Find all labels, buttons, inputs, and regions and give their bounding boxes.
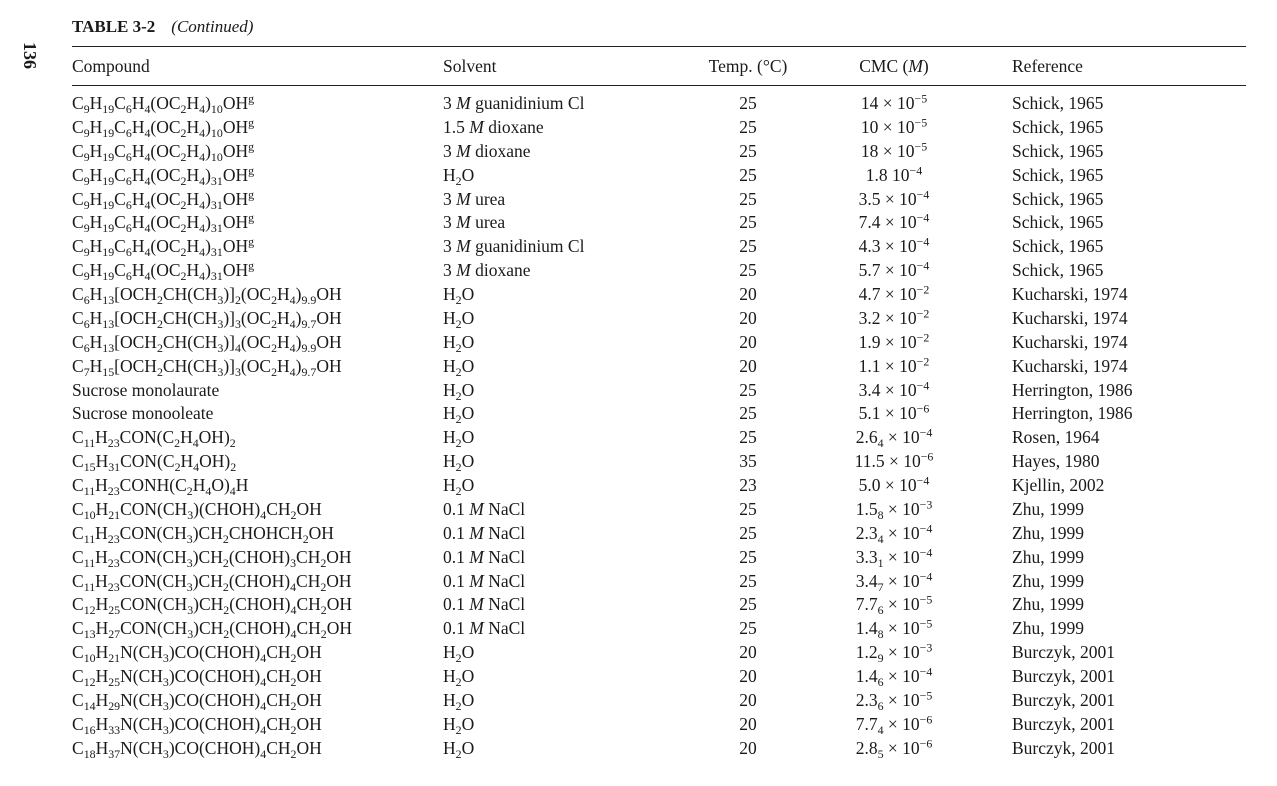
table-row: [0, 688, 1277, 712]
table-row: [0, 712, 1277, 736]
cell-cmc: $3.2 \times 10^{-2}$: [858, 306, 930, 328]
table-row: [0, 425, 1277, 449]
cell-cmc: $1.4_8 \times 10^{-5}$: [855, 616, 933, 642]
cell-solvent: $H_2O$: [443, 355, 475, 379]
cell-compound: $C_{13}H_{27}CON(CH_3)CH_2(CHOH)_4CH_2OH$: [72, 618, 352, 642]
table-row: [0, 664, 1277, 688]
cell-compound: $C_9H_{19}C_6H_4(OC_2H_4)_{31}OH^g$: [72, 234, 255, 260]
table-title: [72, 17, 253, 37]
cell-compound: $C_{11}H_{23}CON(CH_3)CH_2CHOHCH_2OH$: [72, 522, 334, 546]
cell-solvent: 3 M guanidinium Cl: [443, 236, 585, 257]
cell-cmc: $1.1 \times 10^{-2}$: [858, 354, 930, 376]
table-label: TABLE 3-2: [72, 17, 156, 36]
cell-reference: Rosen, 1964: [1012, 427, 1100, 448]
table-row: [0, 449, 1277, 473]
cell-temp: 25: [739, 570, 757, 591]
cell-cmc: $5.7 \times 10^{-4}$: [858, 258, 930, 281]
table-row: [0, 306, 1277, 330]
cell-temp: 20: [739, 737, 757, 758]
cell-solvent: 0.1 M NaCl: [443, 618, 526, 639]
cell-compound: $C_9H_{19}C_6H_4(OC_2H_4)_{31}OH^g$: [72, 210, 255, 236]
cell-compound: Sucrose monooleate: [72, 403, 214, 424]
cell-compound: $C_{10}H_{21}N(CH_3)CO(CHOH)_4CH_2OH$: [72, 642, 322, 666]
cell-cmc: $1.2_9 \times 10^{-3}$: [855, 640, 933, 666]
cell-solvent: $H_2O$: [443, 642, 475, 666]
table-row: [0, 545, 1277, 569]
table-row: [0, 569, 1277, 593]
cell-reference: Schick, 1965: [1012, 164, 1104, 185]
cell-compound: $C_{10}H_{21}CON(CH_3)(CHOH)_4CH_2OH$: [72, 498, 322, 522]
cell-solvent: 0.1 M NaCl: [443, 498, 526, 519]
cell-cmc: $3.4 \times 10^{-4}$: [858, 378, 930, 400]
cell-temp: 20: [739, 666, 757, 687]
cell-reference: Schick, 1965: [1012, 236, 1104, 257]
cell-solvent: $H_2O$: [443, 427, 475, 451]
cell-cmc: $11.5 \times 10^{-6}$: [854, 449, 934, 472]
cell-temp: 20: [739, 284, 757, 305]
cell-compound: $C_{12}H_{25}N(CH_3)CO(CHOH)_4CH_2OH$: [72, 666, 322, 689]
cell-solvent: $H_2O$: [443, 307, 475, 331]
cell-compound: $C_6H_{13}[OCH_2CH(CH_3)]_4(OC_2H_4)_{9.9}OH$: [72, 331, 342, 355]
cell-solvent: $H_2O$: [443, 690, 475, 713]
cell-reference: Zhu, 1999: [1012, 498, 1084, 519]
cell-reference: Schick, 1965: [1012, 260, 1104, 281]
table-row: [0, 401, 1277, 425]
cell-reference: Schick, 1965: [1012, 140, 1104, 161]
cell-compound: $C_{11}H_{23}CONH(C_2H_4O)_4H$: [72, 475, 249, 498]
cell-temp: 23: [739, 475, 757, 496]
cell-solvent: 0.1 M NaCl: [443, 594, 526, 615]
cell-reference: Burczyk, 2001: [1012, 690, 1116, 710]
cell-reference: Schick, 1965: [1012, 93, 1104, 113]
table-row: [0, 378, 1277, 402]
cell-cmc: $7.7_4 \times 10^{-6}$: [855, 712, 933, 737]
cell-temp: 25: [739, 546, 757, 567]
cell-cmc: $14 \times 10^{-5}$: [860, 91, 928, 113]
table-row: [0, 210, 1277, 234]
cell-temp: 25: [739, 93, 757, 113]
cell-temp: 25: [739, 188, 757, 209]
cell-compound: $C_6H_{13}[OCH_2CH(CH_3)]_3(OC_2H_4)_{9.7}OH$: [72, 307, 342, 331]
table-row: [0, 282, 1277, 306]
cell-compound: $C_{18}H_{37}N(CH_3)CO(CHOH)_4CH_2OH$: [72, 737, 322, 761]
cell-compound: $C_7H_{15}[OCH_2CH(CH_3)]_3(OC_2H_4)_{9.7}OH$: [72, 355, 342, 379]
cell-compound: Sucrose monolaurate: [72, 379, 220, 400]
table-row: [0, 616, 1277, 640]
cell-temp: 25: [739, 164, 757, 185]
cell-reference: Kjellin, 2002: [1012, 475, 1105, 496]
cell-reference: Zhu, 1999: [1012, 546, 1084, 567]
cell-compound: $C_{11}H_{23}CON(C_2H_4OH)_2$: [72, 427, 236, 451]
table-row: [0, 497, 1277, 521]
table-row: [0, 187, 1277, 211]
cell-cmc: $1.5_8 \times 10^{-3}$: [855, 497, 933, 522]
table-row: [0, 115, 1277, 139]
cell-solvent: 3 M guanidinium Cl: [443, 93, 585, 113]
cell-cmc: $1.4_6 \times 10^{-4}$: [855, 664, 933, 689]
cell-solvent: $H_2O$: [443, 331, 475, 355]
cell-solvent: $H_2O$: [443, 284, 475, 307]
cell-reference: Kucharski, 1974: [1012, 355, 1128, 376]
cell-temp: 25: [739, 140, 757, 161]
table-row: [0, 163, 1277, 187]
table-header: [0, 54, 1277, 78]
cell-solvent: 1.5 M dioxane: [443, 116, 544, 137]
cell-solvent: 3 M dioxane: [443, 140, 531, 161]
table-row: [0, 736, 1277, 760]
cell-compound: $C_9H_{19}C_6H_4(OC_2H_4)_{31}OH^g$: [72, 186, 255, 212]
page-number: 136: [20, 42, 40, 69]
table-continued: (Continued): [171, 17, 254, 36]
cell-cmc: $2.6_4 \times 10^{-4}$: [855, 425, 933, 451]
cell-compound: $C_9H_{19}C_6H_4(OC_2H_4)_{10}OH^g$: [72, 91, 255, 116]
cell-cmc: $5.0 \times 10^{-4}$: [858, 473, 930, 496]
cell-cmc: 1.8 $10^{-4}$: [865, 163, 923, 185]
cell-solvent: $H_2O$: [443, 451, 475, 474]
cell-temp: 20: [739, 642, 757, 663]
cell-temp: 20: [739, 355, 757, 376]
cell-temp: 25: [739, 236, 757, 257]
cell-cmc: $7.4 \times 10^{-4}$: [858, 210, 930, 233]
cell-cmc: $4.7 \times 10^{-2}$: [858, 282, 930, 305]
cell-solvent: $H_2O$: [443, 475, 475, 498]
cell-solvent: $H_2O$: [443, 666, 475, 689]
cell-compound: $C_{14}H_{29}N(CH_3)CO(CHOH)_4CH_2OH$: [72, 690, 322, 713]
cell-temp: 25: [739, 260, 757, 281]
cell-reference: Schick, 1965: [1012, 116, 1104, 137]
table-row: [0, 640, 1277, 664]
cell-temp: 25: [739, 594, 757, 615]
table-row: [0, 473, 1277, 497]
cell-cmc: $18 \times 10^{-5}$: [860, 139, 928, 161]
cell-solvent: $H_2O$: [443, 164, 475, 188]
cell-temp: 25: [739, 498, 757, 519]
cell-temp: 25: [739, 116, 757, 137]
cell-compound: $C_{16}H_{33}N(CH_3)CO(CHOH)_4CH_2OH$: [72, 713, 322, 737]
cell-solvent: 3 M urea: [443, 188, 506, 209]
cell-temp: 25: [739, 212, 757, 233]
table-row: [0, 330, 1277, 354]
cell-reference: Kucharski, 1974: [1012, 307, 1128, 328]
table-row: [0, 139, 1277, 163]
cell-compound: $C_{12}H_{25}CON(CH_3)CH_2(CHOH)_4CH_2OH$: [72, 594, 352, 618]
cell-temp: 25: [739, 427, 757, 448]
cell-cmc: $2.3_6 \times 10^{-5}$: [855, 688, 933, 713]
cell-reference: Hayes, 1980: [1012, 451, 1100, 472]
cell-temp: 25: [739, 379, 757, 400]
table-header-rule: [72, 85, 1246, 86]
cell-compound: $C_{11}H_{23}CON(CH_3)CH_2(CHOH)_4CH_2OH$: [72, 570, 352, 594]
cell-cmc: $7.7_6 \times 10^{-5}$: [855, 592, 933, 618]
cell-reference: Burczyk, 2001: [1012, 642, 1116, 663]
cell-compound: $C_{15}H_{31}CON(C_2H_4OH)_2$: [72, 451, 237, 474]
cell-reference: Kucharski, 1974: [1012, 331, 1128, 352]
table-row: [0, 521, 1277, 545]
cell-compound: $C_9H_{19}C_6H_4(OC_2H_4)_{31}OH^g$: [72, 258, 255, 283]
cell-cmc: $2.3_4 \times 10^{-4}$: [855, 521, 933, 546]
table-top-rule: [72, 46, 1246, 47]
cell-cmc: $4.3 \times 10^{-4}$: [858, 234, 930, 257]
cell-reference: Burczyk, 2001: [1012, 666, 1116, 687]
table-row: [0, 91, 1277, 115]
cell-compound: $C_6H_{13}[OCH_2CH(CH_3)]_2(OC_2H_4)_{9.9}OH$: [72, 284, 342, 307]
cell-temp: 35: [739, 451, 757, 472]
cell-solvent: $H_2O$: [443, 713, 475, 737]
cell-reference: Herrington, 1986: [1012, 379, 1133, 400]
cell-reference: Zhu, 1999: [1012, 618, 1084, 639]
cell-reference: Zhu, 1999: [1012, 594, 1084, 615]
table-row: [0, 354, 1277, 378]
header-temp: Temp. (°C): [708, 56, 788, 76]
cell-reference: Kucharski, 1974: [1012, 284, 1128, 305]
cell-temp: 20: [739, 307, 757, 328]
cell-reference: Zhu, 1999: [1012, 522, 1084, 543]
cell-cmc: $2.8_5 \times 10^{-6}$: [855, 736, 933, 761]
cell-temp: 25: [739, 618, 757, 639]
header-compound: Compound: [72, 56, 150, 76]
cell-temp: 20: [739, 331, 757, 352]
cell-compound: $C_{11}H_{23}CON(CH_3)CH_2(CHOH)_3CH_2OH$: [72, 546, 352, 570]
cell-cmc: $5.1 \times 10^{-6}$: [858, 401, 930, 424]
cell-compound: $C_9H_{19}C_6H_4(OC_2H_4)_{31}OH^g$: [72, 163, 255, 188]
cell-temp: 25: [739, 522, 757, 543]
cell-solvent: 3 M dioxane: [443, 260, 531, 281]
cell-solvent: $H_2O$: [443, 403, 475, 427]
cell-solvent: 3 M urea: [443, 212, 506, 233]
cell-reference: Zhu, 1999: [1012, 570, 1084, 591]
cell-solvent: 0.1 M NaCl: [443, 570, 526, 591]
header-cmc: CMC (M): [859, 56, 929, 76]
table-row: [0, 258, 1277, 282]
cell-solvent: 0.1 M NaCl: [443, 522, 526, 543]
cell-solvent: $H_2O$: [443, 379, 475, 403]
cell-reference: Schick, 1965: [1012, 212, 1104, 233]
cell-temp: 20: [739, 713, 757, 734]
cell-cmc: $3.5 \times 10^{-4}$: [858, 186, 930, 209]
header-reference: Reference: [1012, 56, 1083, 76]
header-solvent: Solvent: [443, 56, 497, 76]
cell-reference: Burczyk, 2001: [1012, 737, 1116, 758]
table-row: [0, 592, 1277, 616]
cell-solvent: 0.1 M NaCl: [443, 546, 526, 567]
cell-cmc: $3.4_7 \times 10^{-4}$: [855, 569, 933, 594]
cell-reference: Schick, 1965: [1012, 188, 1104, 209]
cell-reference: Herrington, 1986: [1012, 403, 1133, 424]
cell-cmc: $3.3_1 \times 10^{-4}$: [855, 545, 933, 570]
cell-solvent: $H_2O$: [443, 737, 475, 761]
cell-temp: 25: [739, 403, 757, 424]
cell-reference: Burczyk, 2001: [1012, 713, 1116, 734]
cell-compound: $C_9H_{19}C_6H_4(OC_2H_4)_{10}OH^g$: [72, 139, 255, 164]
cell-temp: 20: [739, 690, 757, 710]
table-row: [0, 234, 1277, 258]
cell-cmc: $1.9 \times 10^{-2}$: [858, 330, 930, 352]
cell-compound: $C_9H_{19}C_6H_4(OC_2H_4)_{10}OH^g$: [72, 115, 255, 140]
cell-cmc: $10 \times 10^{-5}$: [860, 115, 928, 137]
